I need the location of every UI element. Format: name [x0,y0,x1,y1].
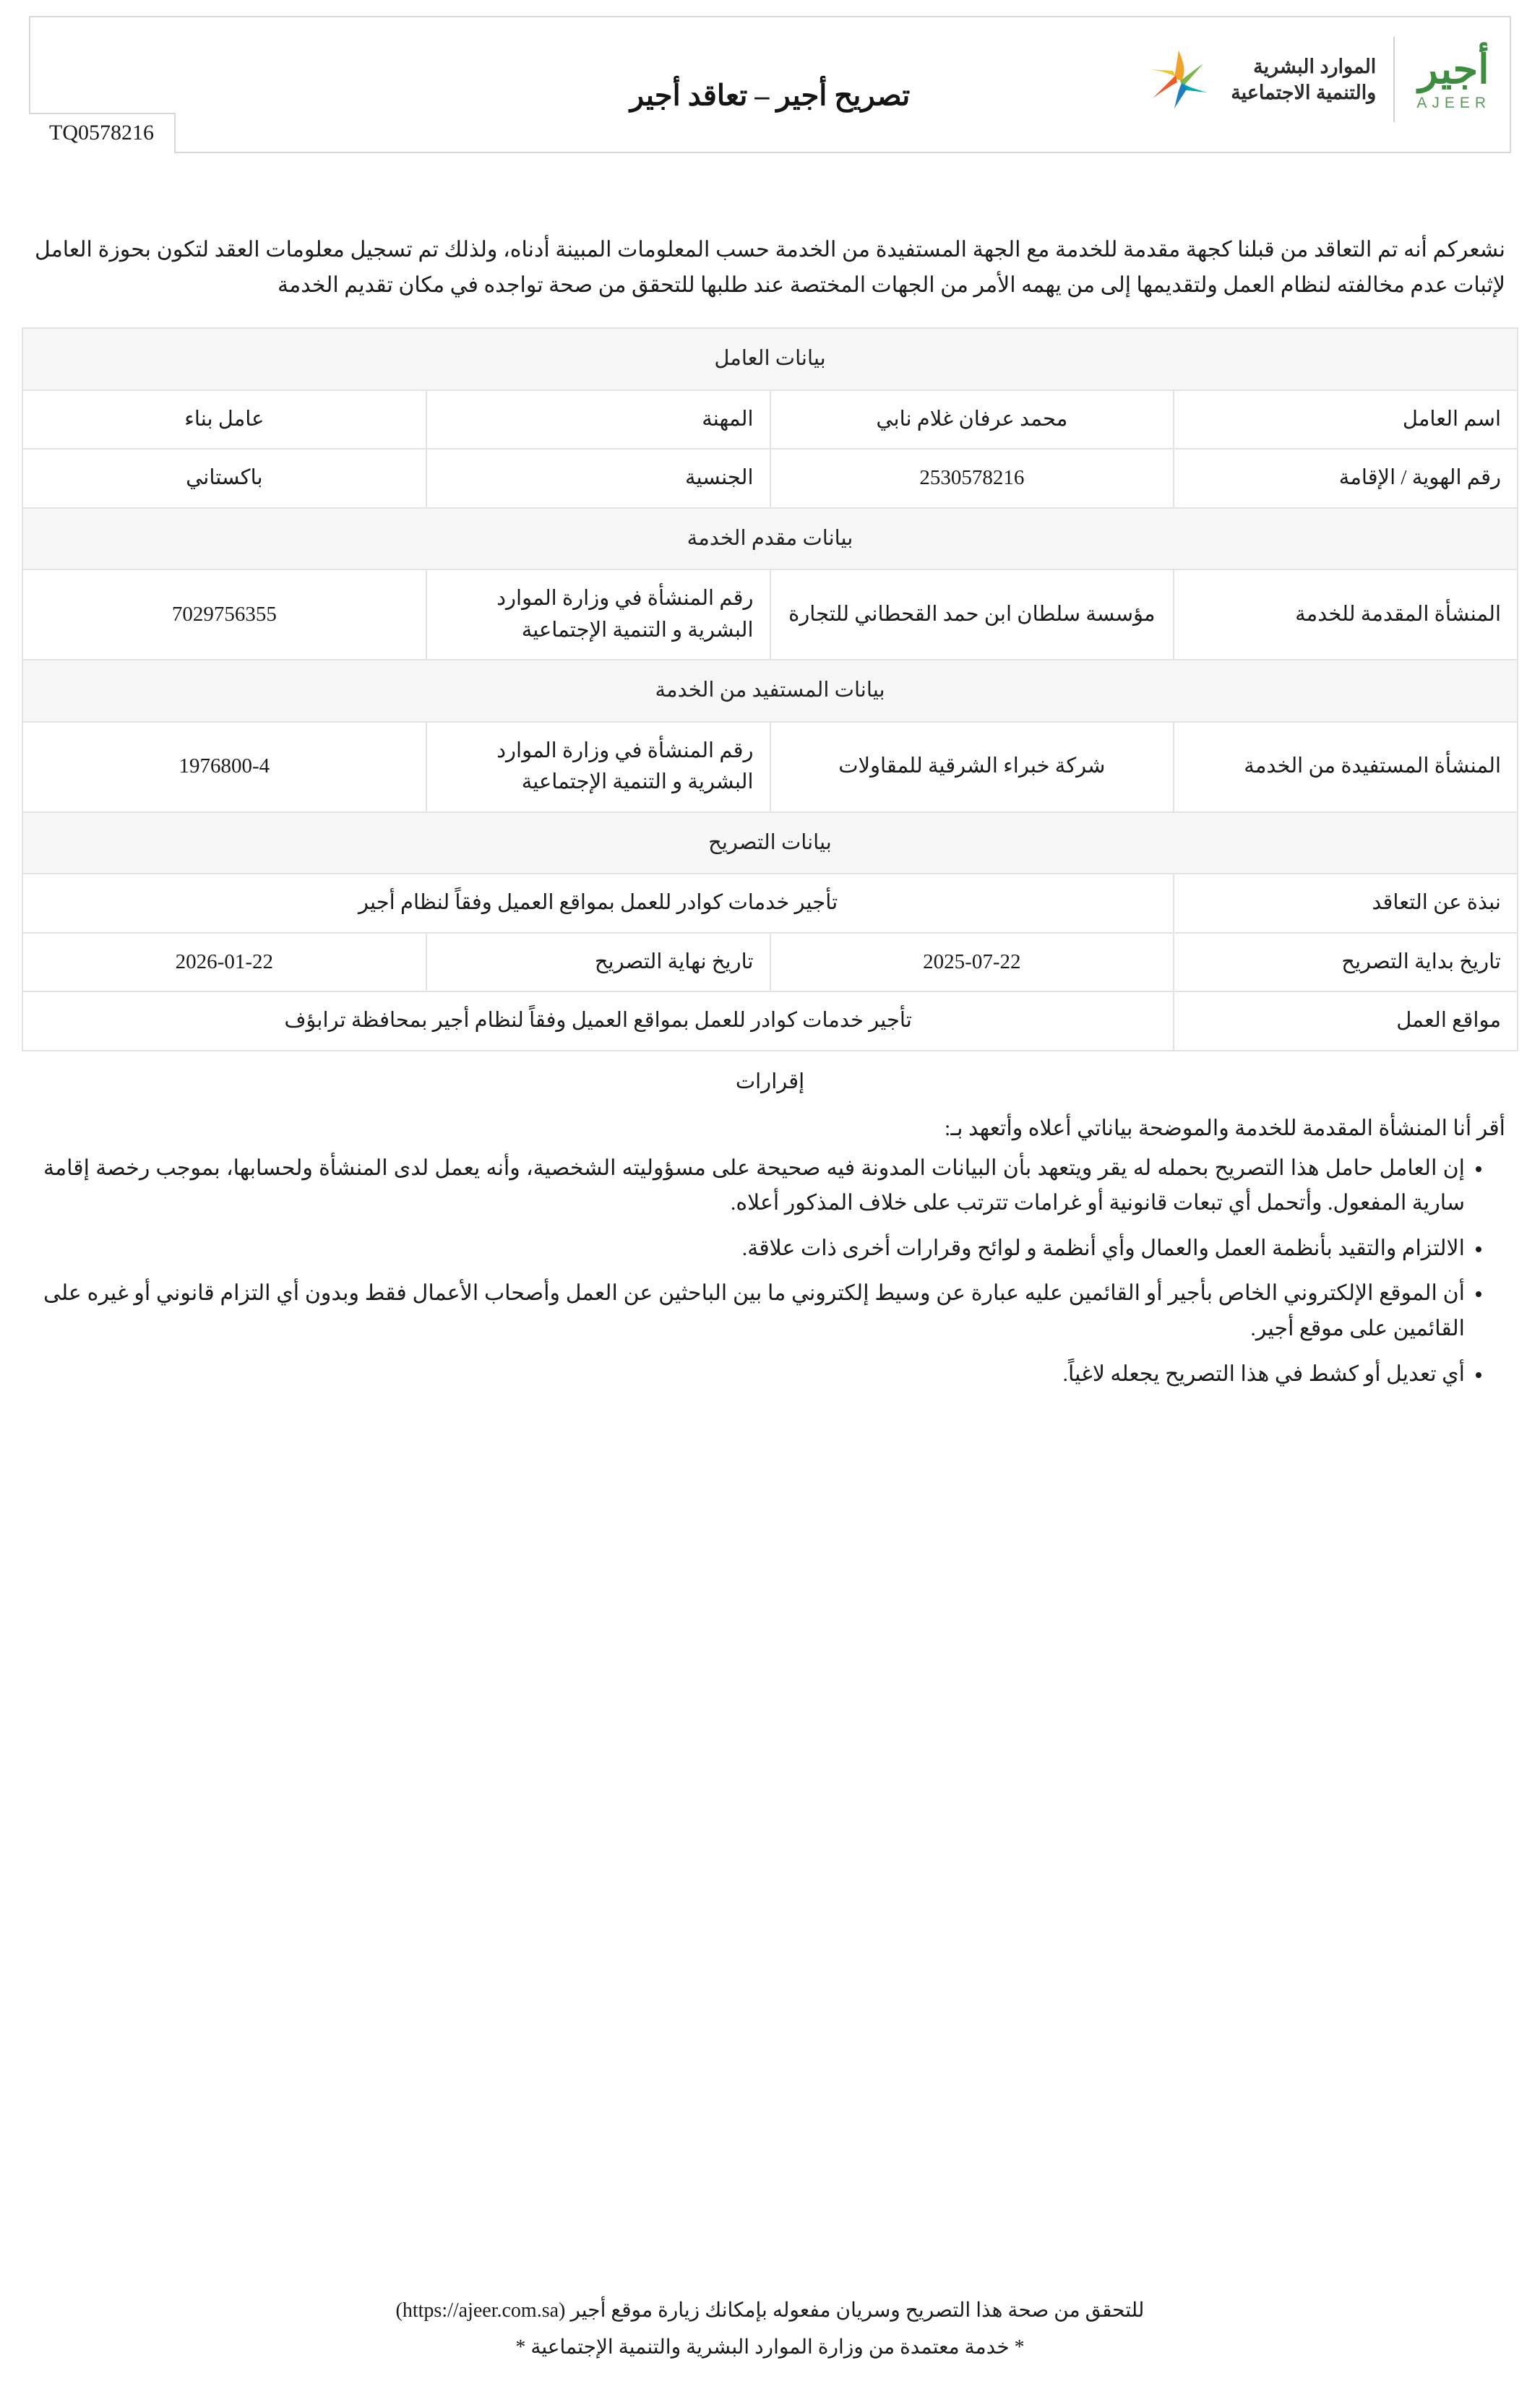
value-nationality: باكستاني [22,449,426,508]
label-nationality: الجنسية [426,449,770,508]
list-item: • أي تعديل أو كشط في هذا التصريح يجعله لاغياً. [43,1357,1465,1392]
hrsd-emblem-icon [1138,45,1219,114]
section-header-provider-label: بيانات مقدم الخدمة [22,508,1518,570]
value-beneficiary-entity-number: 1976800-4 [22,722,426,812]
document-page [0,16,1540,2407]
value-end-date: 2026-01-22 [22,933,426,992]
page-title: تصريح أجير – تعاقد أجير [629,79,911,112]
ajeer-logo-arabic: أجير [1418,46,1489,92]
ajeer-logo-latin: AJEER [1416,94,1491,111]
hrsd-logo-line2: والتنمية الاجتماعية [1231,82,1377,103]
logo-divider [1393,37,1395,122]
label-start-date: تاريخ بداية التصريح [1174,933,1518,992]
request-number: TQ0578216 [29,113,176,153]
list-item: • أن الموقع الإلكتروني الخاص بأجير أو القائمين عليه عبارة عن وسيط إلكتروني ما بين الباحثين عن العمل وأصحاب الأعمال فقط وبدون أي التزام قانوني أو غيره على القائمين على موقع أجير. [43,1276,1465,1346]
declarations-lead: أقر أنا المنشأة المقدمة للخدمة والموضحة بياناتي أعلاه وأتعهد بـ: [945,1116,1505,1140]
declarations-title: إقرارات [735,1069,805,1093]
value-provider-entity-number: 7029756355 [22,569,426,660]
list-item: • الالتزام والتقيد بأنظمة العمل والعمال وأي أنظمة و لوائح وقرارات أخرى ذات علاقة. [43,1231,1465,1267]
footer-verification-text: للتحقق من صحة هذا التصريح وسريان مفعوله بإمكانك زيارة موقع أجير (https://ajeer.com.sa) [395,2299,1145,2322]
ajeer-logo [1412,46,1491,111]
section-header-permit-label: بيانات التصريح [22,812,1518,874]
label-id-number: رقم الهوية / الإقامة [1174,449,1518,508]
label-end-date: تاريخ نهاية التصريح [426,933,770,992]
logos [1138,17,1510,142]
value-contract-brief: تأجير خدمات كوادر للعمل بمواقع العميل وفقاً لنظام أجير [22,874,1174,933]
hrsd-logo-line1: الموارد البشرية [1253,55,1377,77]
table-row [22,722,1518,812]
section-header-worker [22,328,1518,390]
table-row [22,569,1518,660]
hrsd-logo-text [1231,53,1376,106]
table-row [22,991,1518,1051]
table-row [22,874,1518,933]
value-provider-entity: مؤسسة سلطان ابن حمد القحطاني للتجارة [770,569,1174,660]
label-beneficiary-entity-number: رقم المنشأة في وزارة الموارد البشرية و التنمية الإجتماعية [426,722,770,812]
label-contract-brief: نبذة عن التعاقد [1174,874,1518,933]
value-beneficiary-entity: شركة خبراء الشرقية للمقاولات [770,722,1174,812]
value-profession: عامل بناء [22,390,426,449]
declarations-list [43,1151,1484,1392]
value-id-number: 2530578216 [770,449,1174,508]
permit-details-table [22,327,1518,1051]
document-footer [0,2294,1540,2368]
section-header-permit [22,812,1518,874]
document-header [29,16,1511,153]
hrsd-logo [1138,45,1376,114]
section-header-worker-label: بيانات العامل [22,328,1518,390]
table-row [22,449,1518,508]
section-header-provider [22,508,1518,570]
label-worker-name: اسم العامل [1174,390,1518,449]
footer-certification-text: * خدمة معتمدة من وزارة الموارد البشرية والتنمية الإجتماعية * [515,2336,1025,2359]
label-beneficiary-entity: المنشأة المستفيدة من الخدمة [1174,722,1518,812]
table-row [22,933,1518,992]
label-work-sites: مواقع العمل [1174,991,1518,1051]
label-provider-entity: المنشأة المقدمة للخدمة [1174,569,1518,660]
table-row [22,390,1518,449]
section-header-beneficiary [22,660,1518,722]
section-header-beneficiary-label: بيانات المستفيد من الخدمة [22,660,1518,722]
intro-paragraph: نشعركم أنه تم التعاقد من قبلنا كجهة مقدمة للخدمة مع الجهة المستفيدة من الخدمة حسب المعلومات المبينة أدناه، ولذلك تم تسجيل معلومات العقد لتكون بحوزة العامل لإثبات عدم مخالفته لنظام العمل ولتقديمها إلى من يهمه الأمر من الجهات المختصة عند طلبها للتحقق من صحة تواجده في مكان تقديم الخدمة [35,238,1505,297]
list-item: • إن العامل حامل هذا التصريح بحمله له يقر ويتعهد بأن البيانات المدونة فيه صحيحة على مسؤوليته الشخصية، وأنه يعمل لدى المنشأة ولحسابها، بموجب رخصة إقامة سارية المفعول. وأتحمل أي تبعات قانونية أو غرامات تترتب على خلاف المذكور أعلاه. [43,1151,1465,1221]
label-profession: المهنة [426,390,770,449]
value-worker-name: محمد عرفان غلام نابي [770,390,1174,449]
label-provider-entity-number: رقم المنشأة في وزارة الموارد البشرية و التنمية الإجتماعية [426,569,770,660]
value-start-date: 2025-07-22 [770,933,1174,992]
value-work-sites: تأجير خدمات كوادر للعمل بمواقع العميل وفقاً لنظام أجير بمحافظة ترابؤف [22,991,1174,1051]
